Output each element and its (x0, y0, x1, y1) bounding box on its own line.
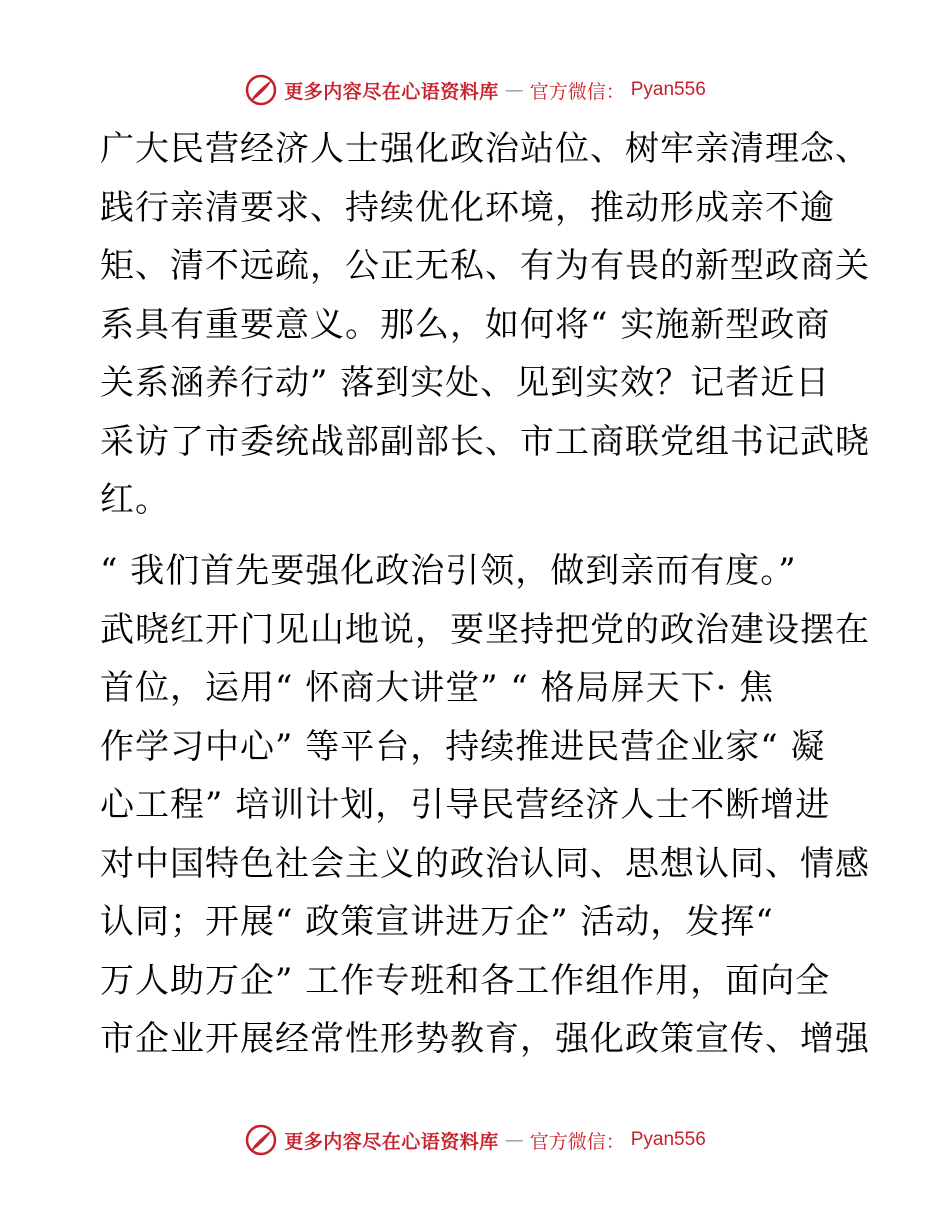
wechat-label: 官方微信： (529, 1130, 625, 1153)
paragraph-line: 市企业开展经常性形势教育，强化政策宣传、增强 (100, 1019, 870, 1059)
header-watermark-banner (0, 70, 950, 110)
paragraph-line: 践行亲清要求、持续优化环境，推动形成亲不逾 (100, 187, 835, 228)
wechat-id: Pyan556 (630, 1129, 706, 1150)
wechat-id: Pyan556 (630, 79, 706, 100)
pen-feather-logo-icon (244, 1123, 278, 1157)
site-name-text: 更多内容尽在心语资料库 (284, 80, 499, 103)
site-name-text: 更多内容尽在心语资料库 (284, 1130, 499, 1153)
paragraph-line: 武晓红开门见山地说，要坚持把党的政治建设摆在 (100, 609, 870, 650)
paragraph-line: 矩、清不远疏，公正无私、有为有畏的新型政商关 (100, 246, 870, 286)
paragraph-line: 红。 (100, 480, 170, 520)
paragraph-line: 对中国特色社会主义的政治认同、思想认同、情感 (100, 843, 870, 884)
paragraph-line: 首位，运用“ 怀商大讲堂” “ 格局屏天下· 焦 (100, 668, 775, 708)
wechat-label: 官方微信： (529, 80, 625, 103)
paragraph-line: “ 我们首先要强化政治引领，做到亲而有度。” (100, 551, 797, 591)
banner-separator: — (504, 79, 524, 101)
paragraph-line: 广大民营经济人士强化政治站位、树牢亲清理念、 (100, 129, 870, 169)
paragraph-line: 系具有重要意义。那么，如何将“ 实施新型政商 (100, 304, 831, 345)
paragraph-line: 认同；开展“ 政策宣讲进万企” 活动，发挥“ (100, 902, 774, 942)
paragraph-line: 作学习中心” 等平台，持续推进民营企业家“ 凝 (100, 726, 826, 767)
paragraph-1 (100, 120, 870, 530)
pen-feather-logo-icon (244, 73, 278, 107)
paragraph-2 (100, 542, 870, 1069)
banner-separator: — (504, 1129, 524, 1151)
paragraph-line: 心工程” 培训计划，引导民营经济人士不断增进 (100, 785, 831, 825)
paragraph-line: 关系涵养行动” 落到实处、见到实效？记者近日 (100, 363, 831, 403)
paragraph-line: 采访了市委统战部副部长、市工商联党组书记武晓 (100, 421, 870, 462)
paragraph-line: 万人助万企” 工作专班和各工作组作用，面向全 (100, 960, 831, 1001)
footer-watermark-banner (0, 1120, 950, 1160)
